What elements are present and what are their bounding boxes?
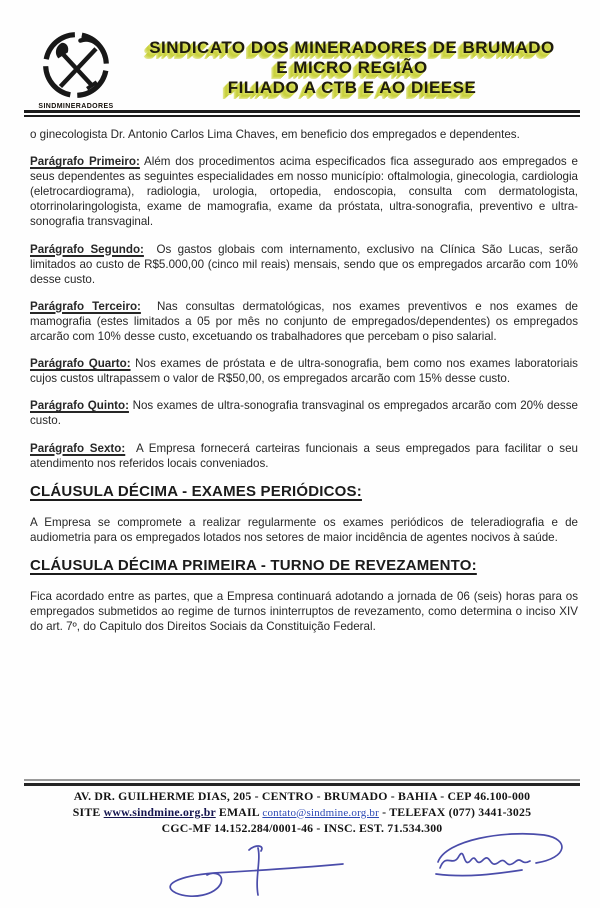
email-label: EMAIL — [218, 804, 260, 819]
union-title-line1: SINDICATO DOS MINERADORES DE BRUMADO — [149, 38, 555, 57]
paragraph-label: Parágrafo Quarto: — [30, 357, 131, 371]
paragraph-terceiro — [30, 299, 578, 344]
email-link: contato@sindmine.org.br — [262, 806, 379, 819]
clause-heading-decima: CLÁUSULA DÉCIMA - EXAMES PERIÓDICOS: — [30, 482, 362, 500]
clause-heading-decima-primeira: CLÁUSULA DÉCIMA PRIMEIRA - TURNO DE REVEZAMENTO: — [30, 556, 477, 574]
document-body — [30, 127, 578, 646]
footer-divider — [24, 779, 580, 786]
site-link: www.sindmine.org.br — [103, 804, 216, 819]
paragraph-label: Parágrafo Sexto: — [30, 441, 126, 455]
paragraph-label: Parágrafo Primeiro: — [30, 155, 140, 169]
union-title-line3: FILIADO A CTB E AO DIEESE — [227, 78, 477, 97]
paragraph-quinto — [30, 398, 578, 428]
paragraph-primeiro — [30, 154, 578, 229]
paragraph-text: Além dos procedimentos acima especificados fica assegurado aos empregados e seus dependentes as seguintes especialidades em nosso município: oftalmologia, ginecologia, cardiologia (eletrocardiograma), radiologia, urologia, ortopedia, endoscopia, consulta com dermatologista, otorrinolaringologista, exame de mamografia, exame da próstata, ultra-sonografia, preventivo e ultra-sonografia transvaginal. — [30, 155, 578, 229]
signature-right — [418, 822, 580, 890]
paragraph-text: Nos exames de ultra-sonografia transvaginal os empregados arcarão com 20% desse custo. — [30, 399, 578, 428]
footer-contact-line — [24, 805, 580, 822]
footer-registration-line: CGC-MF 14.152.284/0001-46 - INSC. EST. 71.534.300 — [161, 821, 443, 835]
paragraph-label: Parágrafo Quinto: — [30, 399, 129, 413]
union-title — [112, 38, 592, 98]
paragraph-text: Nas consultas dermatológicas, nos exames preventivos e nos exames de mamografia (estes limitados a 05 por mês no conjunto de empregados/dependentes) os empregados arcarão com 10% desse custo, excetuando os trabalhadores que percebam o piso salarial. — [30, 299, 578, 344]
logo-label: SINDMINERADORES — [38, 103, 114, 110]
footer-address-line: AV. DR. GUILHERME DIAS, 205 - CENTRO - BRUMADO - BAHIA - CEP 46.100-000 — [73, 789, 531, 803]
telefax-text: - TELEFAX (077) 3441-3025 — [382, 804, 532, 819]
site-label: SITE — [72, 804, 101, 819]
union-logo — [28, 28, 124, 110]
clause-text-decima: A Empresa se compromete a realizar regularmente os exames periódicos de teleradiografia e de audiometria para os empregados lotados nos setores de maior incidência de agentes nocivos à saúde. — [30, 515, 578, 544]
paragraph-quarto — [30, 356, 578, 386]
paragraph-label: Parágrafo Segundo: — [30, 242, 144, 256]
paragraph-label: Parágrafo Terceiro: — [30, 299, 141, 313]
intro-paragraph: o ginecologista Dr. Antonio Carlos Lima Chaves, em beneficio dos empregados e dependentes. — [30, 128, 520, 141]
paragraph-text: Os gastos globais com internamento, exclusivo na Clínica São Lucas, serão limitados ao custo de R$5.000,00 (cinco mil reais) mensais, sendo que os empregados arcarão com 10% desse custo. — [30, 242, 578, 286]
paragraph-segundo — [30, 242, 578, 287]
union-title-line2: E MICRO REGIÃO — [276, 58, 428, 77]
signature-left — [148, 840, 353, 905]
clause-text-decima-primeira: Fica acordado entre as partes, que a Empresa continuará adotando a jornada de 06 (seis) horas para os empregados submetidos ao regime de turnos ininterruptos de revezamento, como determina o inciso XIV do art. 7º, do Capitulo dos Direitos Sociais da Constituição Federal. — [30, 589, 578, 634]
paragraph-sexto — [30, 441, 578, 471]
header-divider — [24, 110, 580, 117]
paragraph-text: Nos exames de próstata e de ultra-sonografia, bem como nos exames laboratoriais cujos custos ultrapassem o valor de R$50,00, os empregados arcarão com 15% desse custo. — [30, 357, 578, 386]
paragraph-text: A Empresa fornecerá carteiras funcionais a seus empregados para facilitar o seu atendimento nos referidos locais conveniados. — [30, 441, 579, 470]
pickaxe-shovel-icon — [39, 28, 113, 102]
